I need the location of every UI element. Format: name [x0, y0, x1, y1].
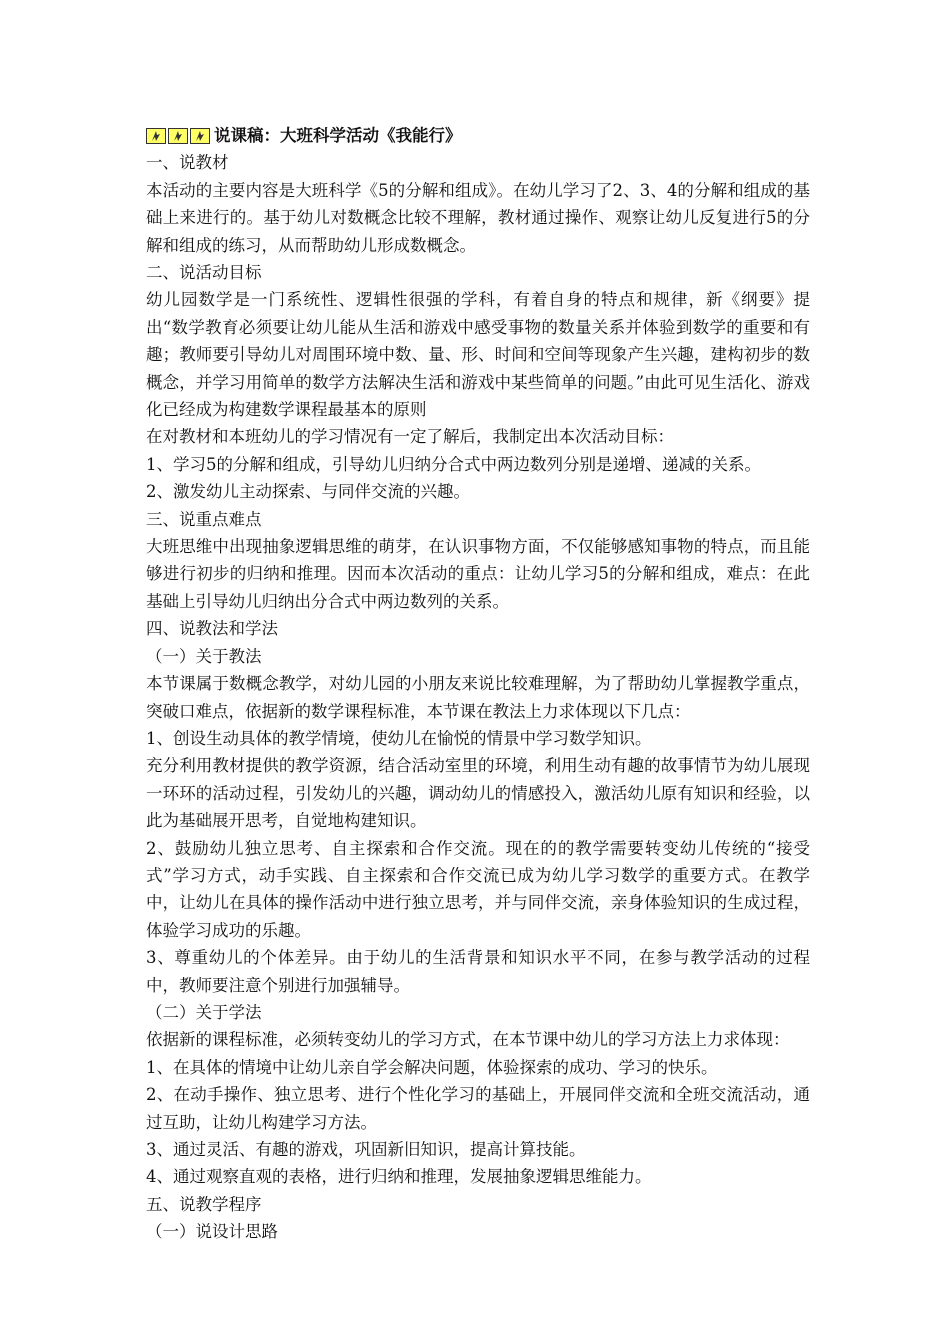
- paragraph: 本节课属于数概念教学，对幼儿园的小朋友来说比较难理解，为了帮助幼儿掌握教学重点，突破口难点，依据新的数学课程标准，本节课在教法上力求体现以下几点：: [146, 674, 810, 721]
- subsection-heading: （二）关于学法: [146, 1002, 262, 1022]
- title-icons: [146, 128, 212, 144]
- section-heading: 四、说教法和学法: [146, 619, 278, 639]
- list-item: 3、通过灵活、有趣的游戏，巩固新旧知识，提高计算技能。: [146, 1140, 586, 1160]
- section-heading: 一、说教材: [146, 153, 229, 173]
- section-heading: 三、说重点难点: [146, 509, 262, 529]
- bolt-icon: [146, 128, 166, 144]
- list-item: 2、鼓励幼儿独立思考、自主探索和合作交流。现在的的教学需要转变幼儿传统的“接受式”学习方式，动手实践、自主探索和合作交流已成为幼儿学习数学的重要方式。在教学中，让幼儿在具体的操作活动中进行独立思考，并与同伴交流，亲身体验知识的生成过程，体验学习成功的乐趣。: [146, 838, 810, 940]
- list-item: 1、在具体的情境中让幼儿亲自学会解决问题，体验探索的成功、学习的快乐。: [146, 1057, 718, 1077]
- bolt-icon: [190, 128, 210, 144]
- document-body: [146, 122, 810, 1246]
- list-item: 1、创设生动具体的教学情境，使幼儿在愉悦的情景中学习数学知识。: [146, 728, 652, 748]
- list-item: 2、在动手操作、独立思考、进行个性化学习的基础上，开展同伴交流和全班交流活动，通过互助，让幼儿构建学习方法。: [146, 1085, 810, 1132]
- paragraph: 在对教材和本班幼儿的学习情况有一定了解后，我制定出本次活动目标：: [146, 427, 674, 447]
- list-item: 4、通过观察直观的表格，进行归纳和推理，发展抽象逻辑思维能力。: [146, 1167, 652, 1187]
- section-heading: 五、说教学程序: [146, 1194, 262, 1214]
- paragraph: 依据新的课程标准，必须转变幼儿的学习方式，在本节课中幼儿的学习方法上力求体现：: [146, 1030, 790, 1050]
- subsection-heading: （一）关于教法: [146, 646, 262, 666]
- paragraph: 大班思维中出现抽象逻辑思维的萌芽，在认识事物方面，不仅能够感知事物的特点，而且能够进行初步的归纳和推理。因而本次活动的重点：让幼儿学习5的分解和组成，难点：在此基础上引导幼儿归纳出分合式中两边数列的关系。: [146, 537, 810, 611]
- list-item: 1、学习5的分解和组成，引导幼儿归纳分合式中两边数列分别是递增、递减的关系。: [146, 454, 761, 474]
- paragraph: 本活动的主要内容是大班科学《5的分解和组成》。在幼儿学习了2、3、4的分解和组成的基础上来进行的。基于幼儿对数概念比较不理解，教材通过操作、观察让幼儿反复进行5的分解和组成的练习，从而帮助幼儿形成数概念。: [146, 180, 810, 255]
- section-heading: 二、说活动目标: [146, 263, 262, 283]
- subsection-heading: （一）说设计思路: [146, 1222, 278, 1242]
- bolt-icon: [168, 128, 188, 144]
- title-line: [146, 122, 810, 149]
- document-title: 说课稿：大班科学活动《我能行》: [214, 126, 462, 145]
- list-item: 2、激发幼儿主动探索、与同伴交流的兴趣。: [146, 482, 470, 502]
- paragraph: 幼儿园数学是一门系统性、逻辑性很强的学科，有着自身的特点和规律，新《纲要》提出“数学教育必须要让幼儿能从生活和游戏中感受事物的数量关系并体验到数学的重要和有趣；教师要引导幼儿对周围环境中数、量、形、时间和空间等现象产生兴趣，建构初步的数概念，并学习用简单的数学方法解决生活和游戏中某些简单的问题。”由此可见生活化、游戏化已经成为构建数学课程最基本的原则: [146, 290, 810, 420]
- paragraph: 充分利用教材提供的教学资源，结合活动室里的环境，利用生动有趣的故事情节为幼儿展现一环环的活动过程，引发幼儿的兴趣，调动幼儿的情感投入，激活幼儿原有知识和经验，以此为基础展开思考，自觉地构建知识。: [146, 756, 810, 831]
- list-item: 3、尊重幼儿的个体差异。由于幼儿的生活背景和知识水平不同，在参与教学活动的过程中，教师要注意个别进行加强辅导。: [146, 948, 810, 995]
